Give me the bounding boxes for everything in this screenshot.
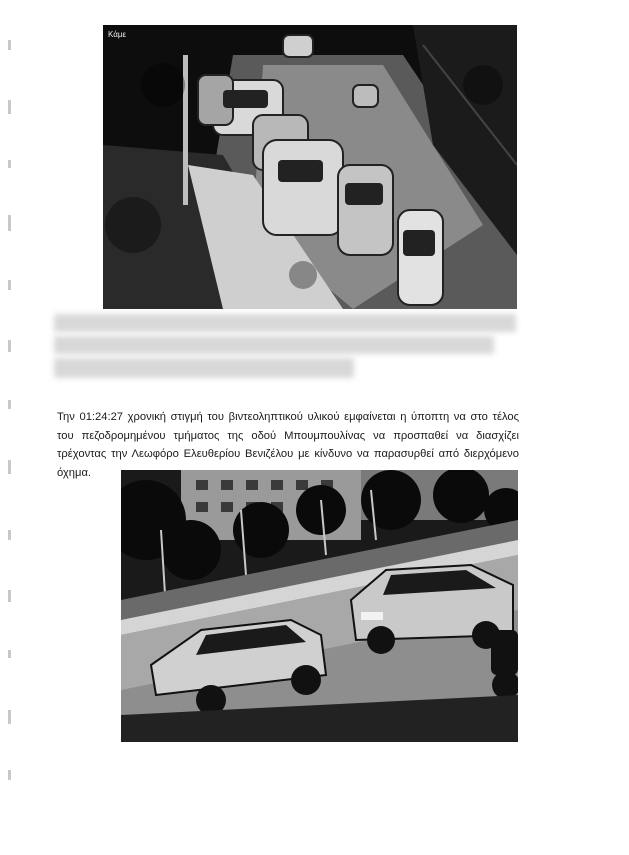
redacted-block: [48, 310, 519, 382]
camera-label: Κάμε: [108, 30, 127, 39]
cctv-photo-avenue: [121, 470, 518, 742]
scan-edge-marks: [4, 40, 18, 800]
cctv-photo-parked-cars: [103, 25, 517, 309]
caption-text: Την 01:24:27 χρονική στιγμή του βιντεοληπτικού υλικού εμφαίνεται η ύποπτη να στο τέλος του πεζοδρομημένου τμήματος της οδού Μπουμπουλίνας να προσπαθεί να διασχίζει τρέχοντας την Λεωφόρο Ελευθερίου Βενιζέλου με κίνδυνο να παρασυρθεί από διερχόμενο όχημα.: [57, 411, 519, 479]
